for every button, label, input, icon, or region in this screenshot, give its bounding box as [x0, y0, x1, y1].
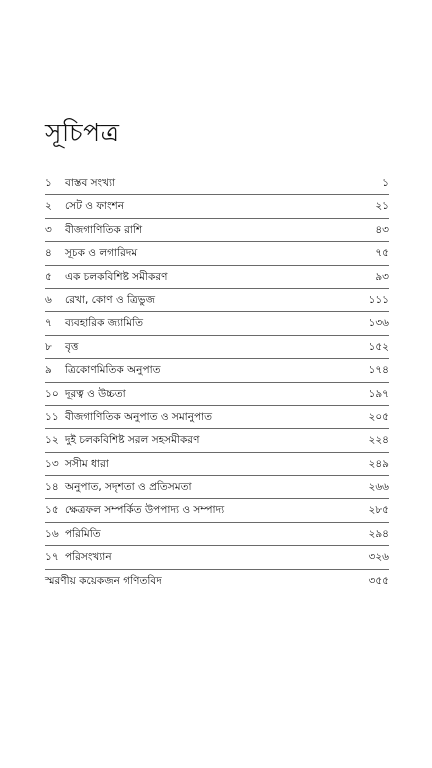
chapter-title: সসীম ধারা	[65, 457, 109, 470]
chapter-title: দুই চলকবিশিষ্ট সরল সহসমীকরণ	[65, 434, 200, 447]
page-number: ৩২৬	[368, 551, 389, 564]
chapter-number: ৩	[45, 223, 52, 236]
chapter-title: ব্যবহারিক জ্যামিতি	[65, 317, 143, 330]
chapter-title: পরিমিতি	[65, 527, 101, 540]
toc-row	[45, 383, 389, 406]
chapter-number: ১২	[45, 434, 59, 447]
page-number: ১৭৪	[368, 364, 389, 377]
chapter-number: ৬	[45, 293, 52, 306]
chapter-title: পরিসংখ্যান	[65, 551, 112, 564]
toc-row	[45, 242, 389, 265]
chapter-number: ২	[45, 200, 52, 213]
chapter-number: ৫	[45, 270, 52, 283]
toc-row	[45, 195, 389, 218]
chapter-number: ১১	[45, 410, 59, 423]
page-number: ১৯৭	[368, 387, 389, 400]
toc-row	[45, 429, 389, 452]
chapter-number: ১৬	[45, 527, 59, 540]
toc-row	[45, 266, 389, 289]
chapter-number: ১৫	[45, 504, 59, 517]
toc-row	[45, 336, 389, 359]
toc-row	[45, 453, 389, 476]
toc-row	[45, 359, 389, 382]
chapter-number: ৯	[45, 364, 52, 377]
chapter-title: বাস্তব সংখ্যা	[65, 177, 116, 189]
page-number: ২৪৯	[368, 457, 389, 470]
toc-row	[45, 219, 389, 242]
toc-row	[45, 546, 389, 569]
table-of-contents	[45, 172, 389, 593]
chapter-title: এক চলকবিশিষ্ট সমীকরণ	[65, 270, 168, 283]
page-number: ১৩৬	[368, 317, 389, 330]
page-number: ১৫২	[368, 340, 389, 353]
toc-row	[45, 172, 389, 195]
chapter-title: বীজগাণিতিক রাশি	[65, 223, 143, 236]
page-title: সূচিপত্র	[45, 118, 120, 147]
page-number: ২১	[375, 200, 389, 213]
toc-row	[45, 523, 389, 546]
chapter-number: ৮	[45, 340, 52, 353]
page-number: ২০৫	[368, 410, 389, 423]
page-number: ৪৩	[375, 223, 389, 236]
chapter-title: সেট ও ফাংশন	[65, 200, 125, 213]
chapter-number: ১৭	[45, 551, 59, 564]
page-number: ২৯৪	[368, 527, 389, 540]
page-number: ৭৫	[375, 247, 389, 260]
page-number: ৯৩	[375, 270, 389, 283]
page-number: ৩৫৫	[368, 574, 389, 587]
chapter-number: ১৪	[45, 481, 59, 494]
chapter-title: বীজগাণিতিক অনুপাত ও সমানুপাত	[65, 410, 213, 423]
toc-row	[45, 312, 389, 335]
toc-row	[45, 476, 389, 499]
page-number: ২৬৬	[368, 481, 389, 494]
chapter-title: অনুপাত, সদৃশতা ও প্রতিসমতা	[65, 481, 192, 494]
chapter-title: দূরত্ব ও উচ্চতা	[65, 387, 126, 400]
chapter-title: রেখা, কোণ ও ত্রিভুজ	[65, 293, 155, 306]
chapter-title: সূচক ও লগারিদম	[65, 247, 138, 260]
chapter-number: ১৩	[45, 457, 59, 470]
page-number: ১১১	[368, 293, 389, 306]
chapter-title: স্মরণীয় কয়েকজন গণিতবিদ	[45, 574, 162, 587]
chapter-number: ৭	[45, 317, 52, 330]
toc-row	[45, 406, 389, 429]
toc-row	[45, 289, 389, 312]
page-number: ১	[382, 177, 389, 189]
toc-row	[45, 499, 389, 522]
chapter-title: ক্ষেত্রফল সম্পর্কিত উপপাদ্য ও সম্পাদ্য	[65, 504, 225, 517]
page-number: ২৮৫	[368, 504, 389, 517]
chapter-number: ৪	[45, 247, 52, 260]
toc-row	[45, 570, 389, 593]
chapter-number: ১০	[45, 387, 59, 400]
chapter-title: বৃত্ত	[65, 340, 79, 353]
chapter-number: ১	[45, 177, 52, 189]
chapter-title: ত্রিকোণমিতিক অনুপাত	[65, 364, 161, 377]
page-number: ২২৪	[368, 434, 389, 447]
